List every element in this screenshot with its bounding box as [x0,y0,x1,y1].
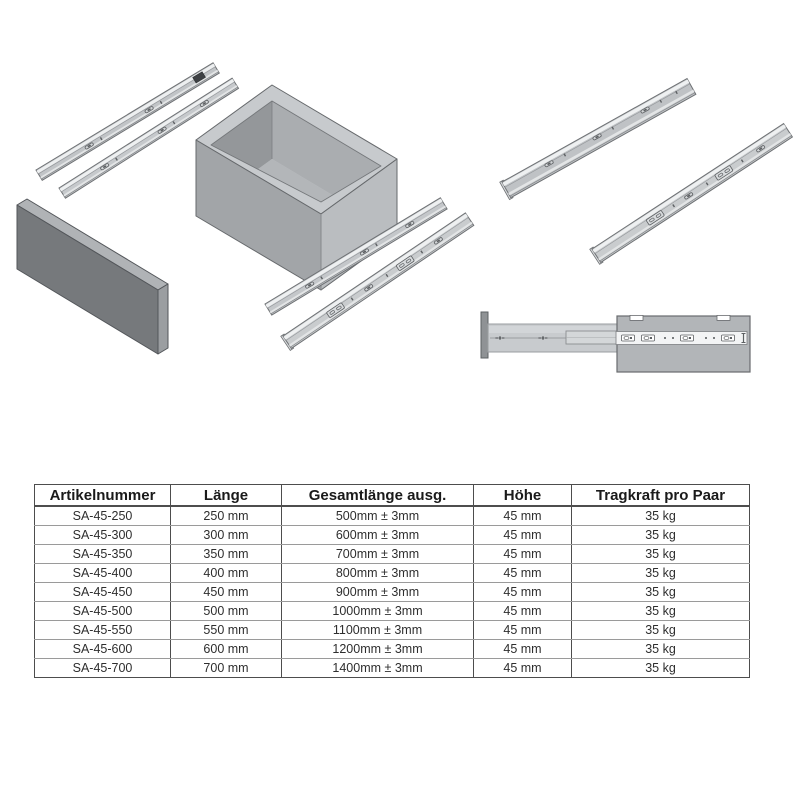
table-cell: 35 kg [572,602,750,621]
table-cell: 1100mm ± 3mm [282,621,474,640]
cabinet-wall-bar [481,312,488,358]
table-cell: 900mm ± 3mm [282,583,474,602]
drawer-slide-rail [590,123,793,265]
slide-extension-diagram [481,312,750,372]
table-cell: SA-45-300 [35,526,171,545]
table-row [35,602,750,621]
table-cell: SA-45-250 [35,506,171,526]
table-cell: 300 mm [171,526,282,545]
table-cell: 45 mm [474,564,572,583]
table-cell: 1200mm ± 3mm [282,640,474,659]
table-cell: SA-45-350 [35,545,171,564]
table-cell: 45 mm [474,659,572,678]
table-cell: 35 kg [572,545,750,564]
table-cell: 35 kg [572,640,750,659]
table-cell: 450 mm [171,583,282,602]
table-cell: 400 mm [171,564,282,583]
panel-notch [630,315,643,320]
table-cell: SA-45-700 [35,659,171,678]
table-row [35,564,750,583]
table-cell: 500mm ± 3mm [282,506,474,526]
table-cell: 45 mm [474,640,572,659]
table-cell: 35 kg [572,526,750,545]
table-cell: 35 kg [572,506,750,526]
table-row [35,545,750,564]
col-header-artikelnummer: Artikelnummer [35,485,171,507]
table-row [35,640,750,659]
table-row [35,659,750,678]
panel-notch [717,315,730,320]
exploded-drawer-diagram [17,63,474,354]
table-cell: 35 kg [572,621,750,640]
table-cell: 700 mm [171,659,282,678]
table-cell: 600 mm [171,640,282,659]
table-cell: 350 mm [171,545,282,564]
table-cell: SA-45-450 [35,583,171,602]
table-cell: 700mm ± 3mm [282,545,474,564]
table-cell: SA-45-600 [35,640,171,659]
table-cell: 35 kg [572,564,750,583]
spec-table-body [35,506,750,678]
table-cell: 1400mm ± 3mm [282,659,474,678]
table-cell: 550 mm [171,621,282,640]
table-cell: 600mm ± 3mm [282,526,474,545]
table-row [35,583,750,602]
table-cell: 45 mm [474,602,572,621]
table-row [35,506,750,526]
drawer-slide-rail [36,63,219,180]
table-cell: 35 kg [572,659,750,678]
table-cell: SA-45-500 [35,602,171,621]
table-header-row [35,485,750,507]
table-cell: 45 mm [474,621,572,640]
table-cell: 45 mm [474,526,572,545]
table-cell: 45 mm [474,545,572,564]
col-header-laenge: Länge [171,485,282,507]
col-header-gesamtlaenge: Gesamtlänge ausg. [282,485,474,507]
table-cell: 1000mm ± 3mm [282,602,474,621]
drawer-slide-rail [500,78,697,200]
slide-pair-diagram [500,78,793,265]
table-row [35,621,750,640]
table-cell: SA-45-550 [35,621,171,640]
table-cell: SA-45-400 [35,564,171,583]
table-cell: 500 mm [171,602,282,621]
table-cell: 800mm ± 3mm [282,564,474,583]
table-cell: 45 mm [474,506,572,526]
col-header-hoehe: Höhe [474,485,572,507]
col-header-tragkraft: Tragkraft pro Paar [572,485,750,507]
drawer-box [196,85,397,290]
drawer-front-panel [17,199,168,354]
table-cell: 45 mm [474,583,572,602]
table-row [35,526,750,545]
table-cell: 250 mm [171,506,282,526]
spec-table [34,484,750,678]
table-cell: 35 kg [572,583,750,602]
